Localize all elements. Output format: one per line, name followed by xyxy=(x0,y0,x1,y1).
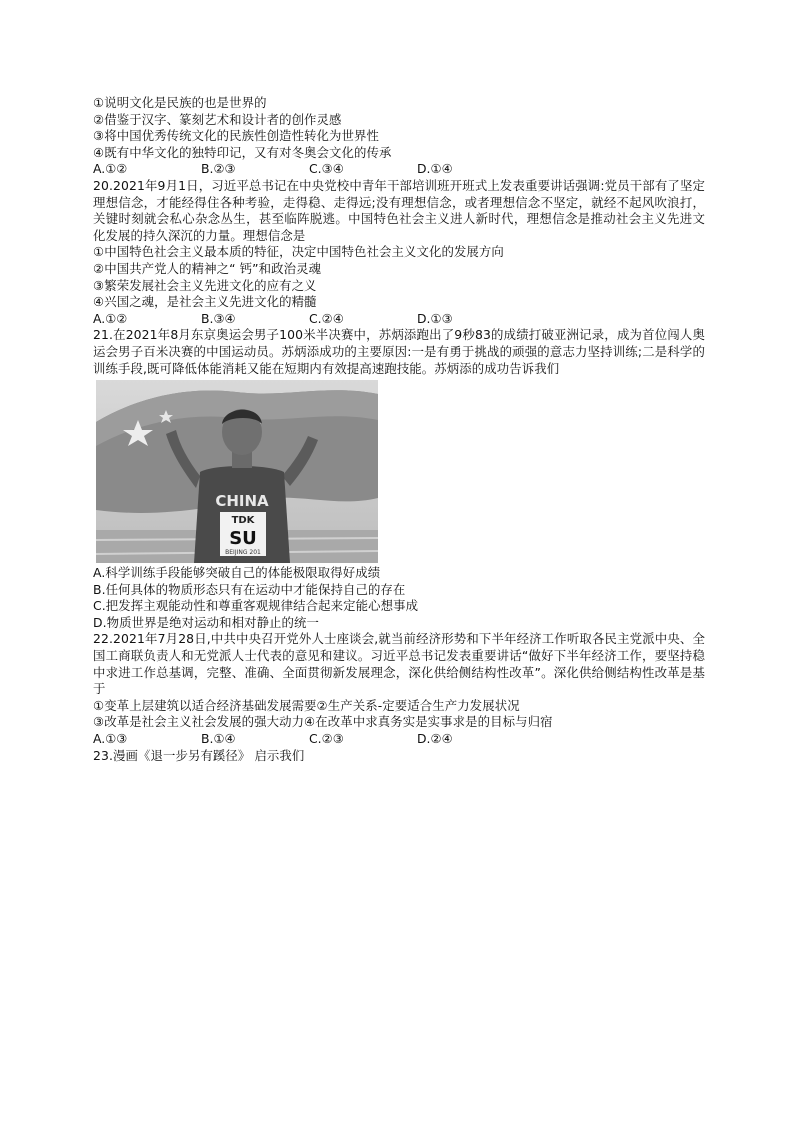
q22-option-c[interactable]: C.②③ xyxy=(309,731,344,747)
q22-statement-2: ③改革是社会主义社会发展的强大动力④在改革中求真务实是实事求是的目标与归宿 xyxy=(93,714,553,730)
q20-options xyxy=(93,311,705,328)
q19-option-b[interactable]: B.②③ xyxy=(201,161,236,177)
q19-option-a[interactable]: A.①② xyxy=(93,161,128,177)
athlete-photo xyxy=(96,380,378,563)
q21-option-a[interactable]: A.科学训练手段能够突破自己的体能极限取得好成绩 xyxy=(93,565,381,581)
q22-stem: 22.2021年7月28日,中共中央召开党外人士座谈会,就当前经济形势和下半年经济工作听取各民主党派中央、全国工商联负责人和无党派人士代表的意见和建议。习近平总书记发表重要讲话“做好下半年经济工作，要坚持稳中求进工作总基调，完整、准确、全面贯彻新发展理念，深化供给侧结构性改革”。深化供给侧结构性改革是基于 xyxy=(93,631,705,697)
q20-statement-2: ②中国共产党人的精神之“ 钙”和政治灵魂 xyxy=(93,260,322,276)
q21-option-d[interactable]: D.物质世界是绝对运动和相对静止的统一 xyxy=(93,614,320,630)
q19-option-d[interactable]: D.①④ xyxy=(417,161,453,177)
q19-options xyxy=(93,161,705,178)
exam-page xyxy=(93,95,705,764)
q22-option-b[interactable]: B.①④ xyxy=(201,731,236,747)
q21-option-c[interactable]: C.把发挥主观能动性和尊重客观规律结合起来定能心想事成 xyxy=(93,598,419,614)
q19-option-c[interactable]: C.③④ xyxy=(309,161,344,177)
q19-statement-1: ①说明文化是民族的也是世界的 xyxy=(93,95,267,110)
q22-statement-1: ①变革上层建筑以适合经济基础发展需要②生产关系-定要适合生产力发展状况 xyxy=(93,697,520,713)
q19-statement-4: ④既有中华文化的独特印记，又有对冬奥会文化的传承 xyxy=(93,144,392,160)
q21-stem: 21.在2021年8月东京奥运会男子100米半决赛中，苏炳添跑出了9秒83的成绩打破亚洲记录，成为首位闯人奥运会男子百米决赛的中国运动员。苏炳添成功的主要原因:一是有勇于挑战的顽强的意志力坚持训练;二是科学的训练手段,既可降低体能消耗又能在短期内有效提高速跑技能。苏炳添的成功告诉我们 xyxy=(93,327,705,376)
q21-option-b[interactable]: B.任何具体的物质形态只有在运动中才能保持自己的存在 xyxy=(93,581,406,597)
q22-option-d[interactable]: D.②④ xyxy=(417,731,453,747)
q20-stem: 20.2021年9月1日，习近平总书记在中央党校中青年干部培训班开班式上发表重要讲话强调:党员干部有了坚定理想信念，才能经得住各种考验，走得稳、走得远;没有理想信念，或者理想信念不坚定，就经不起风吹浪打，关键时刻就会私心杂念丛生，甚至临阵脱逃。中国特色社会主义进人新时代，理想信念是推动社会主义先进文化发展的持久深沉的力量。理想信念是 xyxy=(93,177,705,243)
jersey-text: CHINA xyxy=(215,492,269,511)
q20-statement-1: ①中国特色社会主义最本质的特征，决定中国特色社会主义文化的发展方向 xyxy=(93,244,504,260)
q20-option-c[interactable]: C.②④ xyxy=(309,310,344,326)
q20-statement-3: ③繁荣发展社会主义先进文化的应有之义 xyxy=(93,277,317,293)
q19-statement-3: ③将中国优秀传统文化的民族性创造性转化为世界性 xyxy=(93,128,380,144)
athlete-photo-illustration xyxy=(96,380,378,563)
q19-statement-2: ②借鉴于汉字、篆刻艺术和设计者的创作灵感 xyxy=(93,111,342,127)
q20-option-a[interactable]: A.①② xyxy=(93,310,128,326)
q20-statement-4: ④兴国之魂，是社会主义先进文化的精髓 xyxy=(93,294,317,310)
bib-name-text: SU xyxy=(229,528,257,550)
bib-sponsor-text: TDK xyxy=(231,515,255,527)
q22-options xyxy=(93,731,705,748)
q23-stem: 23.漫画《退一步另有蹊径》 启示我们 xyxy=(93,747,305,763)
bib-sub-text: BEIJING 201 xyxy=(225,549,261,557)
q20-option-b[interactable]: B.③④ xyxy=(201,310,236,326)
q20-option-d[interactable]: D.①③ xyxy=(417,310,453,326)
q22-option-a[interactable]: A.①③ xyxy=(93,731,128,747)
